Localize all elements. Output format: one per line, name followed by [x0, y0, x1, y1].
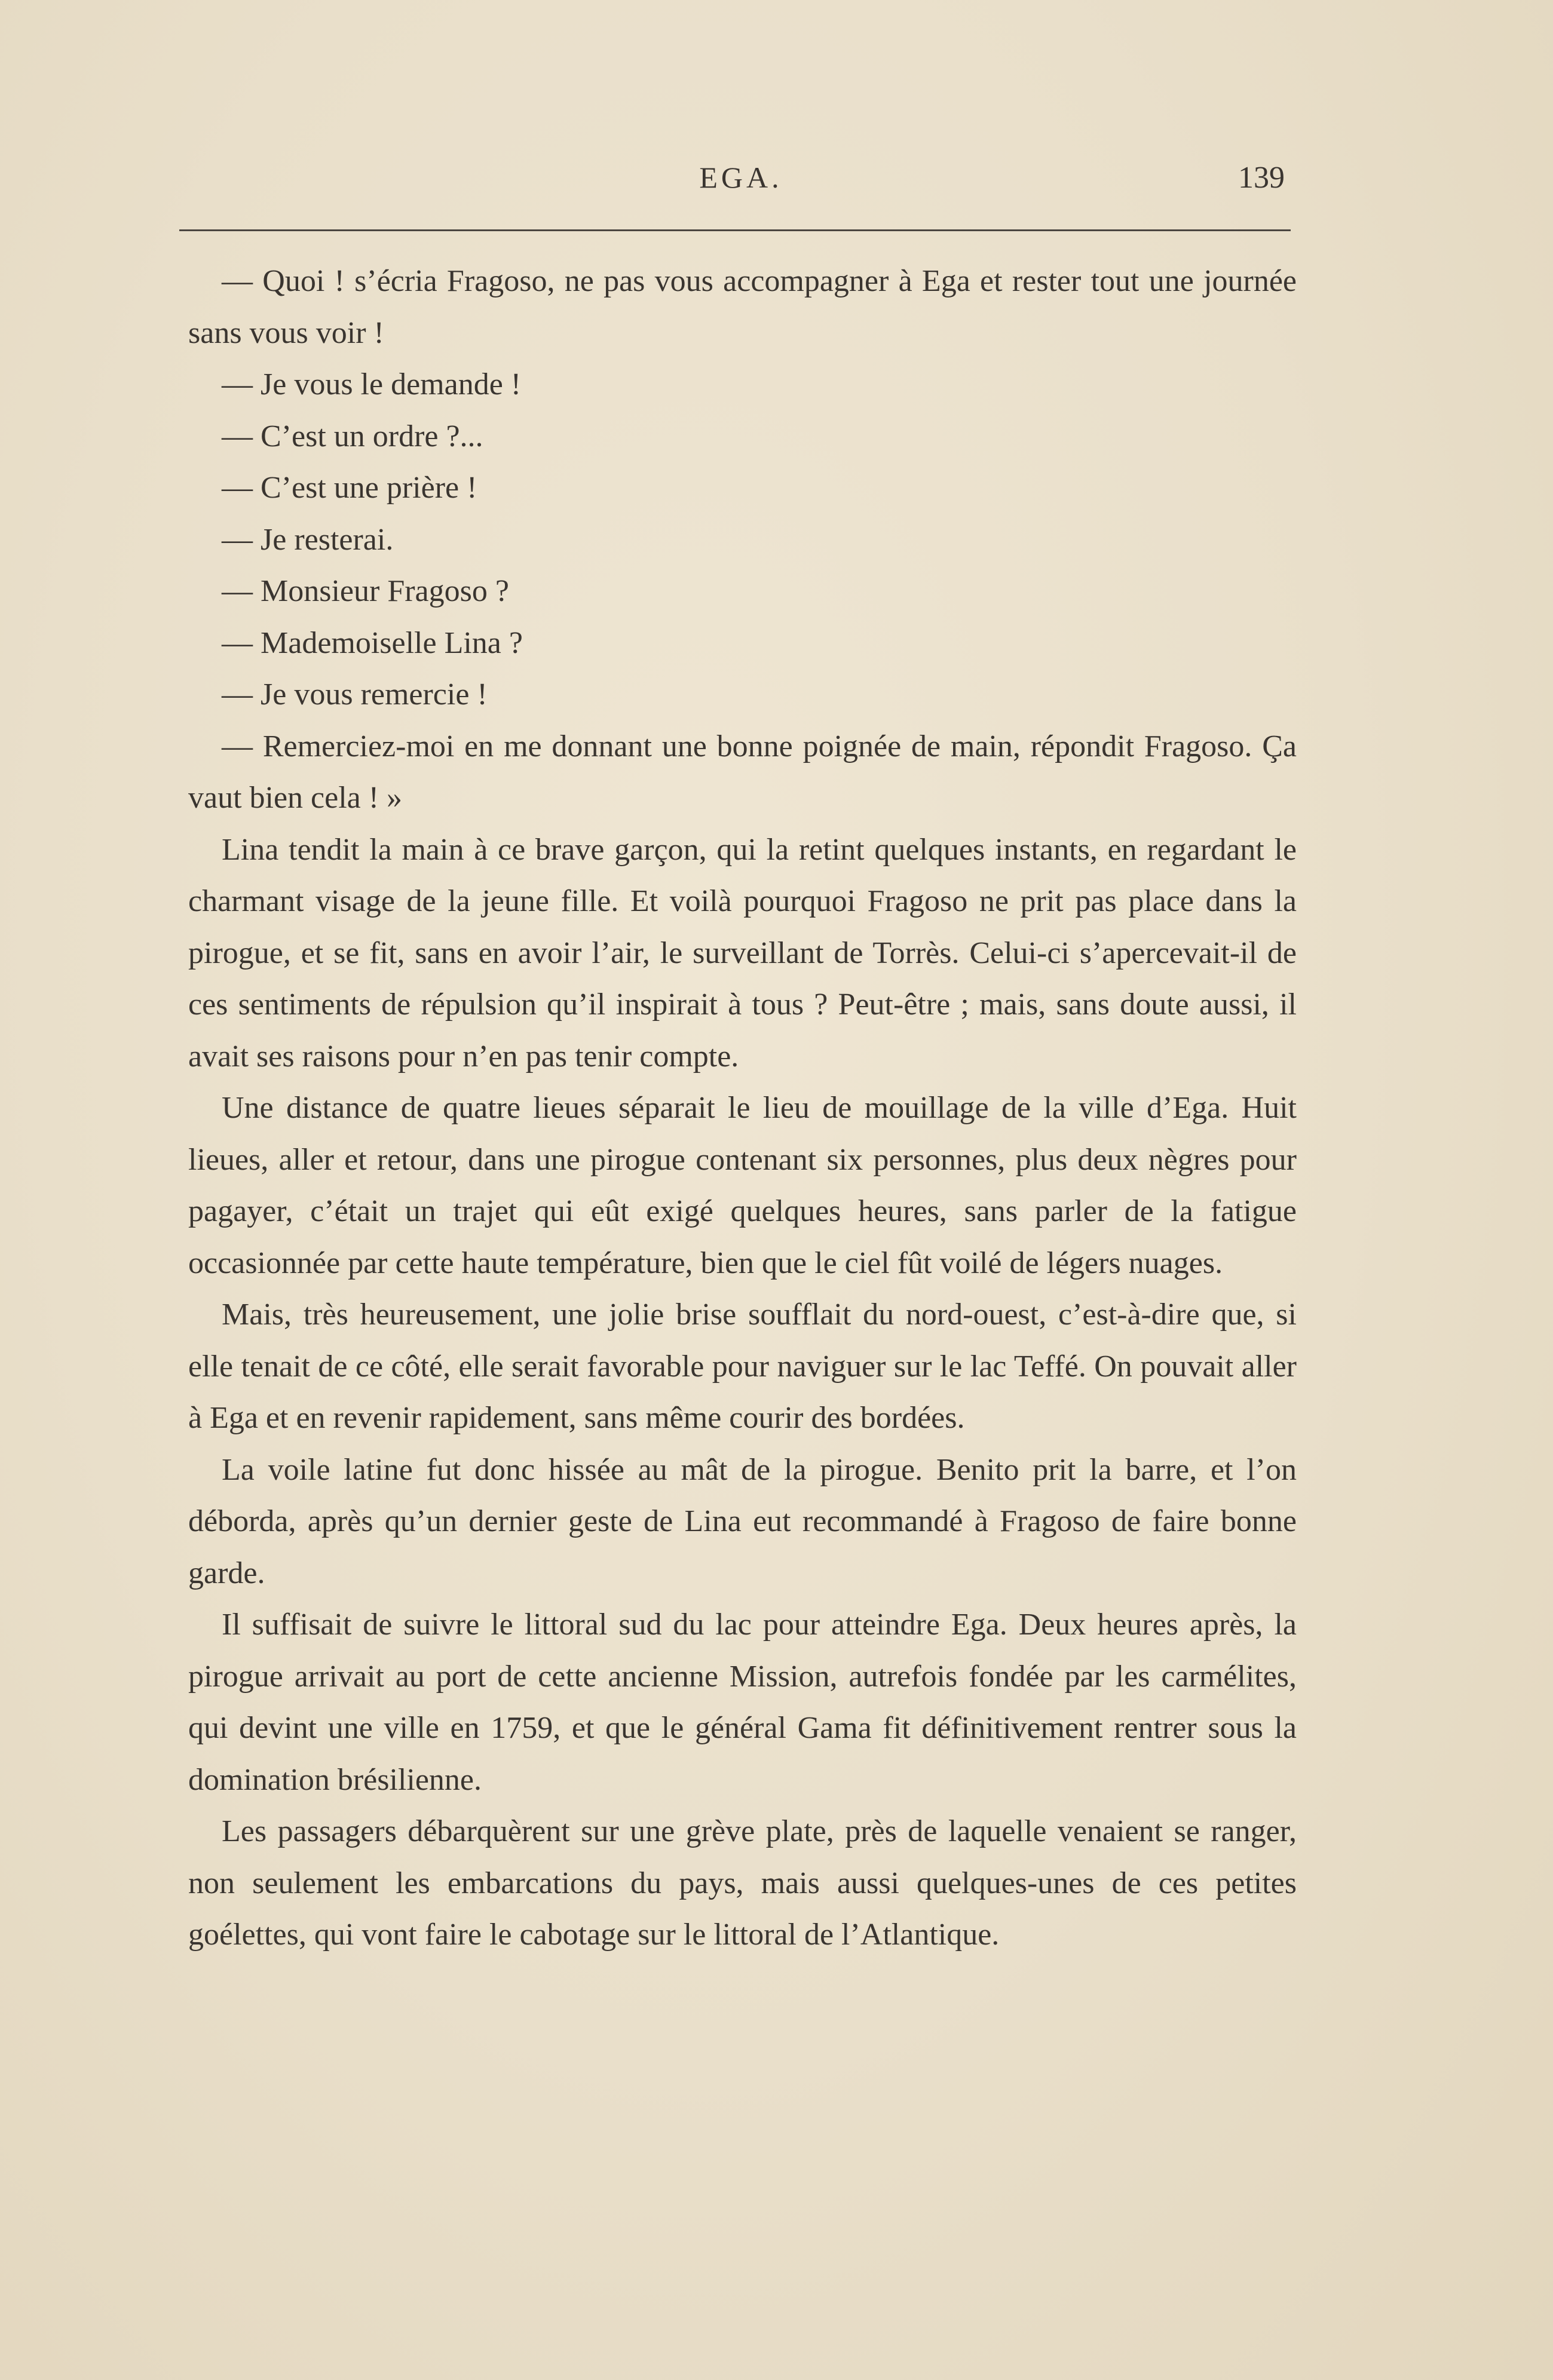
dialogue-line: — C’est une prière ! — [222, 471, 477, 505]
paragraph-voile: La voile latine fut donc hissée au mât de la pirogue. Benito prit la barre, et l’on déborda, après qu’un dernier geste de Lina eut recommandé à Fragoso de faire bonne garde. — [188, 1452, 1297, 1590]
paragraph-littoral: Il suffisait de suivre le littoral sud du lac pour atteindre Ega. Deux heures après, la pirogue arrivait au port de cette ancienne Mission, autrefois fondée par les carmélites, qui devint une ville en 1759, et que le général Gama fit définitivement rentrer sous la domination brésilienne. — [188, 1608, 1297, 1797]
paragraph-dialogue-quoi: — Quoi ! s’écria Fragoso, ne pas vous accompagner à Ega et rester tout une journée sans vous voir ! — [188, 264, 1297, 350]
dialogue-line: — C’est un ordre ?... — [222, 419, 483, 453]
body-text — [188, 256, 1297, 1961]
header-rule — [179, 229, 1291, 231]
dialogue-line: — Je vous remercie ! — [222, 677, 488, 711]
dialogue-line: — Je vous le demande ! — [222, 367, 522, 401]
dialogue-line: — Monsieur Fragoso ? — [222, 574, 509, 608]
running-title: EGA. — [699, 161, 783, 194]
dialogue-line: — Mademoiselle Lina ? — [222, 625, 523, 660]
paragraph-brise: Mais, très heureusement, une jolie brise soufflait du nord-ouest, c’est-à-dire que, si elle tenait de ce côté, elle serait favorable pour naviguer sur le lac Teffé. On pouvait aller à Ega et en revenir rapidement, sans même courir des bordées. — [188, 1298, 1297, 1435]
paragraph-passagers: Les passagers débarquèrent sur une grève plate, près de laquelle venaient se ranger, non seulement les embarcations du pays, mais aussi quelques-unes de ces petites goélettes, qui vont faire le cabotage sur le littoral de l’Atlantique. — [188, 1814, 1297, 1952]
paragraph-lina-tendit: Lina tendit la main à ce brave garçon, qui la retint quelques instants, en regardant le charmant visage de la jeune fille. Et voilà pourquoi Fragoso ne prit pas place dans la pirogue, et se fit, sans en avoir l’air, le surveillant de Torrès. Celui-ci s’apercevait-il de ces sentiments de répulsion qu’il inspirait à tous ? Peut-être ; mais, sans doute aussi, il avait ses raisons pour n’en pas tenir compte. — [188, 832, 1297, 1074]
dialogue-line: — Je resterai. — [222, 522, 394, 557]
page-number: 139 — [1238, 161, 1285, 195]
page-header — [191, 160, 1291, 208]
paragraph-distance: Une distance de quatre lieues séparait le lieu de mouillage de la ville d’Ega. Huit lieues, aller et retour, dans une pirogue contenant six personnes, plus deux nègres pour pagayer, c’était un trajet qui eût exigé quelques heures, sans parler de la fatigue occasionnée par cette haute température, bien que le ciel fût voilé de légers nuages. — [188, 1091, 1297, 1280]
paragraph-remerciez: — Remerciez-moi en me donnant une bonne poignée de main, répondit Fragoso. Ça vaut bien cela ! » — [188, 729, 1297, 815]
